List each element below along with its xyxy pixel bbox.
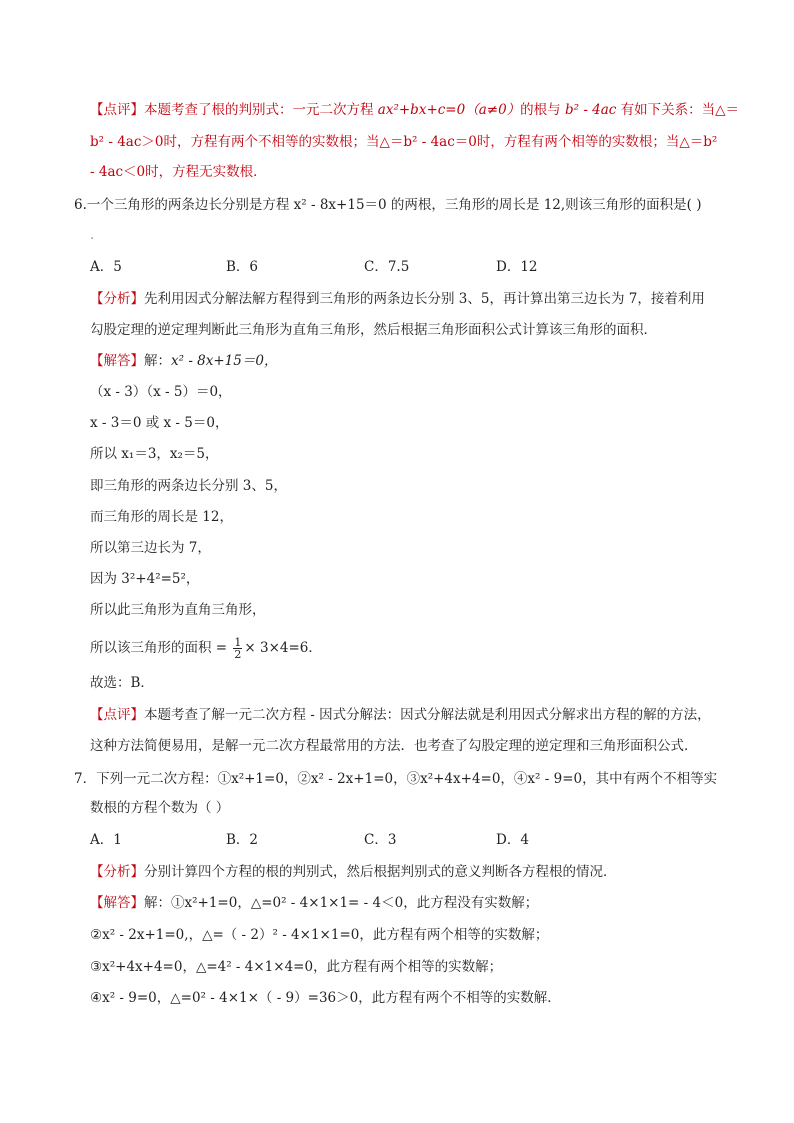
q7-step: ②x² - 2x+1=0,，△=（ - 2）² - 4×1×1=0，此方程有两个相等的实数解；	[90, 927, 549, 943]
answer-tag: 【解答】	[90, 353, 144, 369]
q7-step: ③x²+4x+4=0，△=4² - 4×1×4=0，此方程有两个相等的实数解；	[90, 959, 503, 975]
q6-step: x - 3＝0 或 x - 5＝0，	[90, 415, 229, 431]
option-c: C．7.5	[364, 259, 410, 275]
q6-step: 所以此三角形为直角三角形，	[90, 602, 266, 618]
q6-area-line: 所以该三角形的面积 = $\frac{1}{2}$ × 3×4=6．	[90, 636, 322, 661]
q7-stem-line-1: 7．下列一元二次方程：①x²+1=0，②x² - 2x+1=0，③x²+4x+4=0，④x² - 9=0，其中有两个不相等实	[74, 771, 718, 787]
option-d: D．4	[496, 832, 529, 848]
q6-analysis-line-2: 勾股定理的逆定理判断此三角形为直角三角形，然后根据三角形面积公式计算该三角形的面积．	[90, 322, 657, 338]
option-b: B．6	[226, 259, 259, 275]
q5-comment-line-3: - 4ac＜0时，方程无实数根．	[90, 164, 267, 180]
q6-choice: 故选：B．	[90, 675, 154, 691]
q6-stem-dot: .	[90, 227, 95, 243]
q7-analysis: 【分析】分别计算四个方程的根的判别式，然后根据判别式的意义判断各方程根的情况．	[90, 864, 617, 880]
q7-answer-line: 【解答】解：①x²+1=0，△=0² - 4×1×1= - 4＜0，此方程没有实数解；	[90, 895, 539, 911]
comment-tag: 【点评】	[90, 707, 144, 723]
q6-step: 即三角形的两条边长分别 3、5，	[90, 478, 287, 494]
q6-step: 所以 x₁＝3，x₂＝5，	[90, 446, 219, 462]
q6-comment-line-2: 这种方法简便易用，是解一元二次方程最常用的方法．也考查了勾股定理的逆定理和三角形面积公式．	[90, 738, 698, 754]
comment-tag: 【点评】	[90, 102, 144, 118]
option-a: A．1	[90, 832, 122, 848]
q6-comment-line-1: 【点评】本题考查了解一元二次方程 - 因式分解法：因式分解法就是利用因式分解求出方程的解的方法，	[90, 707, 711, 723]
q5-comment-line-2: b² - 4ac＞0时，方程有两个不相等的实数根；当△＝b² - 4ac＝0时，方程有两个相等的实数根；当△＝b²	[90, 134, 718, 150]
option-c: C．3	[364, 832, 397, 848]
q6-analysis-line-1: 【分析】先利用因式分解法解方程得到三角形的两条边长分别 3、5，再计算出第三边长为 7，接着利用	[90, 291, 705, 307]
fraction: $\frac{1}{2}$	[234, 636, 242, 661]
q6-step: （x - 3）（x - 5）＝0，	[90, 384, 232, 400]
q6-step: 而三角形的周长是 12，	[90, 509, 233, 525]
analysis-tag: 【分析】	[90, 291, 144, 307]
q6-step: 所以第三边长为 7，	[90, 540, 211, 556]
q7-stem-line-2: 数根的方程个数为（ ）	[90, 800, 230, 816]
answer-tag: 【解答】	[90, 895, 144, 911]
q6-stem: 6.一个三角形的两条边长分别是方程 x² - 8x+15＝0 的两根，三角形的周长是 12,则该三角形的面积是( )	[74, 197, 702, 213]
q7-step: ④x² - 9=0，△=0² - 4×1×（ - 9）=36＞0，此方程有两个不相等的实数解．	[90, 990, 561, 1006]
analysis-tag: 【分析】	[90, 864, 144, 880]
q6-step: 因为 3²+4²=5²，	[90, 571, 200, 587]
option-d: D．12	[496, 259, 538, 275]
option-b: B．2	[226, 832, 259, 848]
option-a: A．5	[90, 259, 122, 275]
q6-answer-line: 【解答】解：x² - 8x+15＝0，	[90, 353, 278, 369]
q5-comment-line-1: 【点评】本题考查了根的判别式：一元二次方程 ax²+bx+c=0（a≠0）的根与 b² - 4ac 有如下关系：当△＝	[90, 102, 740, 118]
